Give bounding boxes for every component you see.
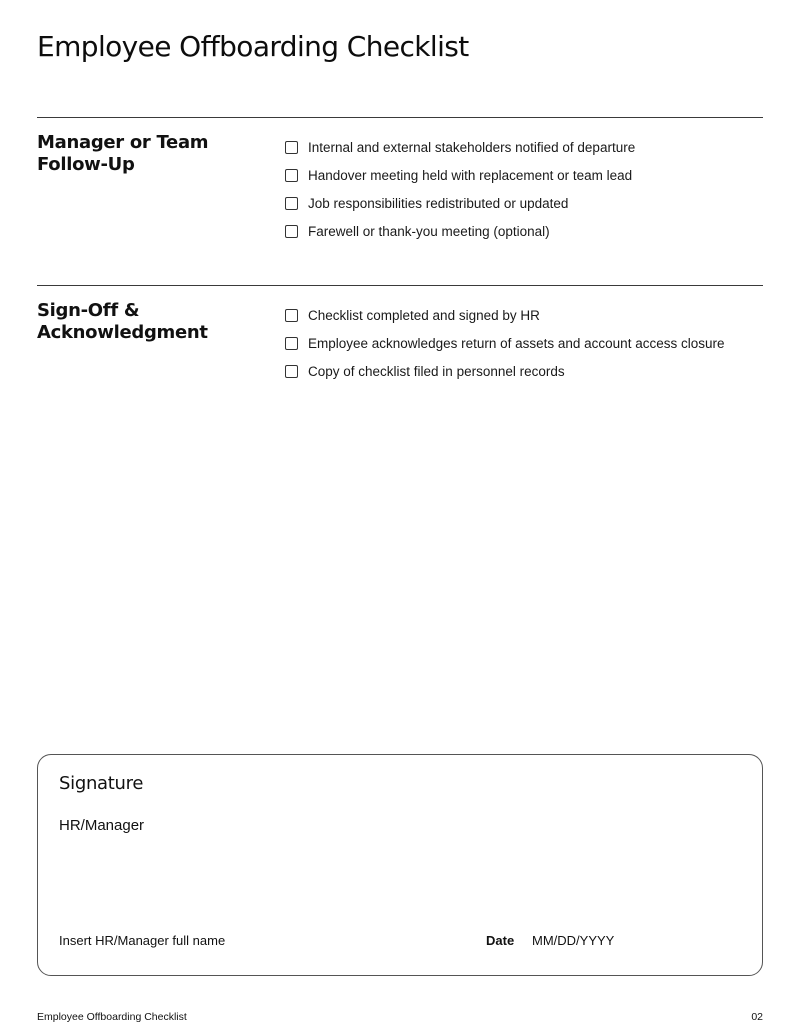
section-manager-follow-up <box>37 117 763 285</box>
checklist-item-label: Internal and external stakeholders notified of departure <box>308 139 636 155</box>
section-sign-off <box>37 285 763 425</box>
signature-title: Signature <box>59 773 144 794</box>
checklist <box>285 133 635 245</box>
checklist-item[interactable] <box>285 329 724 357</box>
section-heading: Sign-Off & Acknowledgment <box>37 300 208 343</box>
page-number: 02 <box>751 1011 763 1023</box>
checklist-item[interactable] <box>285 217 635 245</box>
checklist-item-label: Job responsibilities redistributed or updated <box>308 195 569 211</box>
checklist-item[interactable] <box>285 189 635 217</box>
date-label: Date <box>486 933 515 948</box>
checkbox[interactable] <box>285 365 298 378</box>
checklist-item-label: Handover meeting held with replacement or team lead <box>308 167 633 183</box>
page-title: Employee Offboarding Checklist <box>37 30 469 63</box>
checkbox[interactable] <box>285 169 298 182</box>
checkbox[interactable] <box>285 309 298 322</box>
checklist-item-label: Copy of checklist filed in personnel records <box>308 363 565 379</box>
section-heading: Manager or Team Follow-Up <box>37 132 209 175</box>
footer-doc-name: Employee Offboarding Checklist <box>37 1011 187 1023</box>
checklist-item[interactable] <box>285 301 724 329</box>
checkbox[interactable] <box>285 225 298 238</box>
signature-name-field[interactable]: Insert HR/Manager full name <box>59 933 226 948</box>
signature-role: HR/Manager <box>59 817 145 834</box>
checklist-item[interactable] <box>285 357 724 385</box>
checklist-item-label: Checklist completed and signed by HR <box>308 307 540 323</box>
checklist-item[interactable] <box>285 161 635 189</box>
checkbox[interactable] <box>285 197 298 210</box>
checklist-item-label: Employee acknowledges return of assets and account access closure <box>308 335 725 351</box>
checkbox[interactable] <box>285 141 298 154</box>
checklist-item[interactable] <box>285 133 635 161</box>
checkbox[interactable] <box>285 337 298 350</box>
date-field[interactable]: MM/DD/YYYY <box>532 933 615 948</box>
checklist <box>285 301 724 385</box>
checklist-item-label: Farewell or thank-you meeting (optional) <box>308 223 550 239</box>
signature-card <box>37 754 763 976</box>
